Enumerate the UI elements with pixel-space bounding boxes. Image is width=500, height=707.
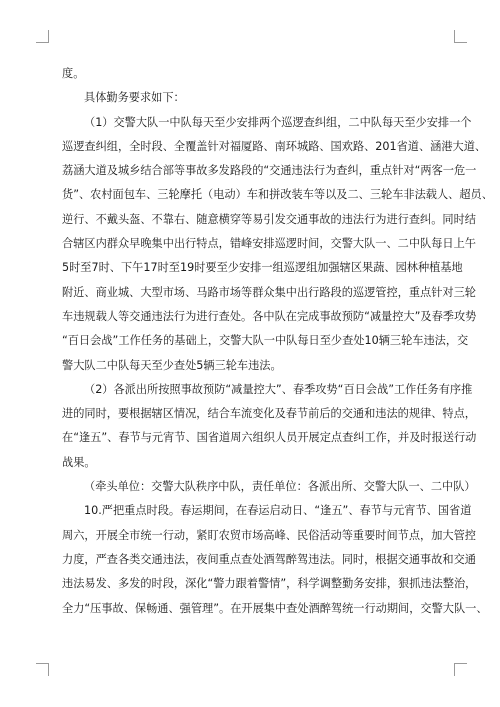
text-line: 度。	[62, 67, 85, 80]
document-body	[62, 62, 493, 621]
text-line: （牵头单位：交警大队秩序中队，责任单位：各派出所、交警大队一、二中队）	[84, 480, 476, 494]
text-line: 5时至7时、下午17时至19时要至少安排一组巡逻组加强辖区果蔬、园林种植基地	[62, 261, 463, 275]
text-line: 警大队二中队每天至少查处5辆三轮车违法。	[62, 358, 282, 372]
crop-mark-bottom-right	[454, 663, 467, 676]
text-line: 荔涵大道及城乡结合部等事故多发路段的“交通违法行为查纠，重点针对“两客一危一	[62, 164, 477, 178]
crop-mark-top-left	[36, 30, 49, 43]
text-line: 周六，开展全市统一行动，紧盯农贸市场高峰、民俗活动等重要时间节点，加大管控	[62, 528, 476, 542]
text-line: 战果。	[62, 455, 96, 469]
text-line: 附近、商业城、大型市场、马路市场等群众集中出行路段的巡逻管控，重点针对三轮	[62, 285, 476, 299]
text-line: “百日会战”工作任务的基础上，交警大队一中队每日至少查处10辆三轮车违法，交	[62, 334, 469, 348]
text-line: （1）交警大队一中队每天至少安排两个巡逻查纠组，二中队每天至少安排一个	[84, 115, 472, 129]
text-line: 进的同时，要根据辖区情况，结合车流变化及春节前后的交通和违法的规律、特点，	[62, 407, 476, 421]
text-line: 货”、农村面包车、三轮摩托（电动）车和拼改装车等以及二、三轮车非法载人、超员、	[62, 188, 493, 202]
text-line: 全力“压事故、保畅通、强管理”。在开展集中查处酒醉驾统一行动期间，交警大队一、	[62, 601, 488, 615]
text-line: 违法易发、多发的时段，深化“警力跟着警情”，科学调整勤务安排，狠抓违法整治，	[62, 577, 477, 591]
text-line: 合辖区内群众早晚集中出行特点，错峰安排巡逻时间，交警大队一、二中队每日上午	[62, 237, 476, 251]
text-line: 巡逻查纠组，全时段、全覆盖针对福厦路、南环城路、国欢路、201省道、涵港大道、	[62, 139, 487, 153]
text-line: 具体勤务要求如下：	[84, 91, 185, 105]
crop-mark-bottom-left	[36, 663, 49, 676]
text-line: 在“逢五”、春节与元宵节、国省道周六组织人员开展定点查纠工作，并及时报送行动	[62, 431, 477, 445]
text-line: 逆行、不戴头盔、不靠右、随意横穿等易引发交通事故的违法行为进行查纠。同时结	[62, 212, 476, 226]
text-line: 力度，严查各类交通违法，夜间重点查处酒驾醉驾违法。同时，根据交通事故和交通	[62, 552, 476, 566]
crop-mark-top-right	[454, 30, 467, 43]
text-line: 10.严把重点时段。春运期间，在春运启动日、“逢五”、春节与元宵节、国省道	[84, 504, 472, 518]
text-line: （2）各派出所按照事故预防“减量控大”、春季攻势“百日会战”工作任务有序推	[84, 382, 473, 396]
text-line: 车违规载人等交通违法行为进行查处。各中队在完成事故预防“减量控大”及春季攻势	[62, 309, 477, 323]
